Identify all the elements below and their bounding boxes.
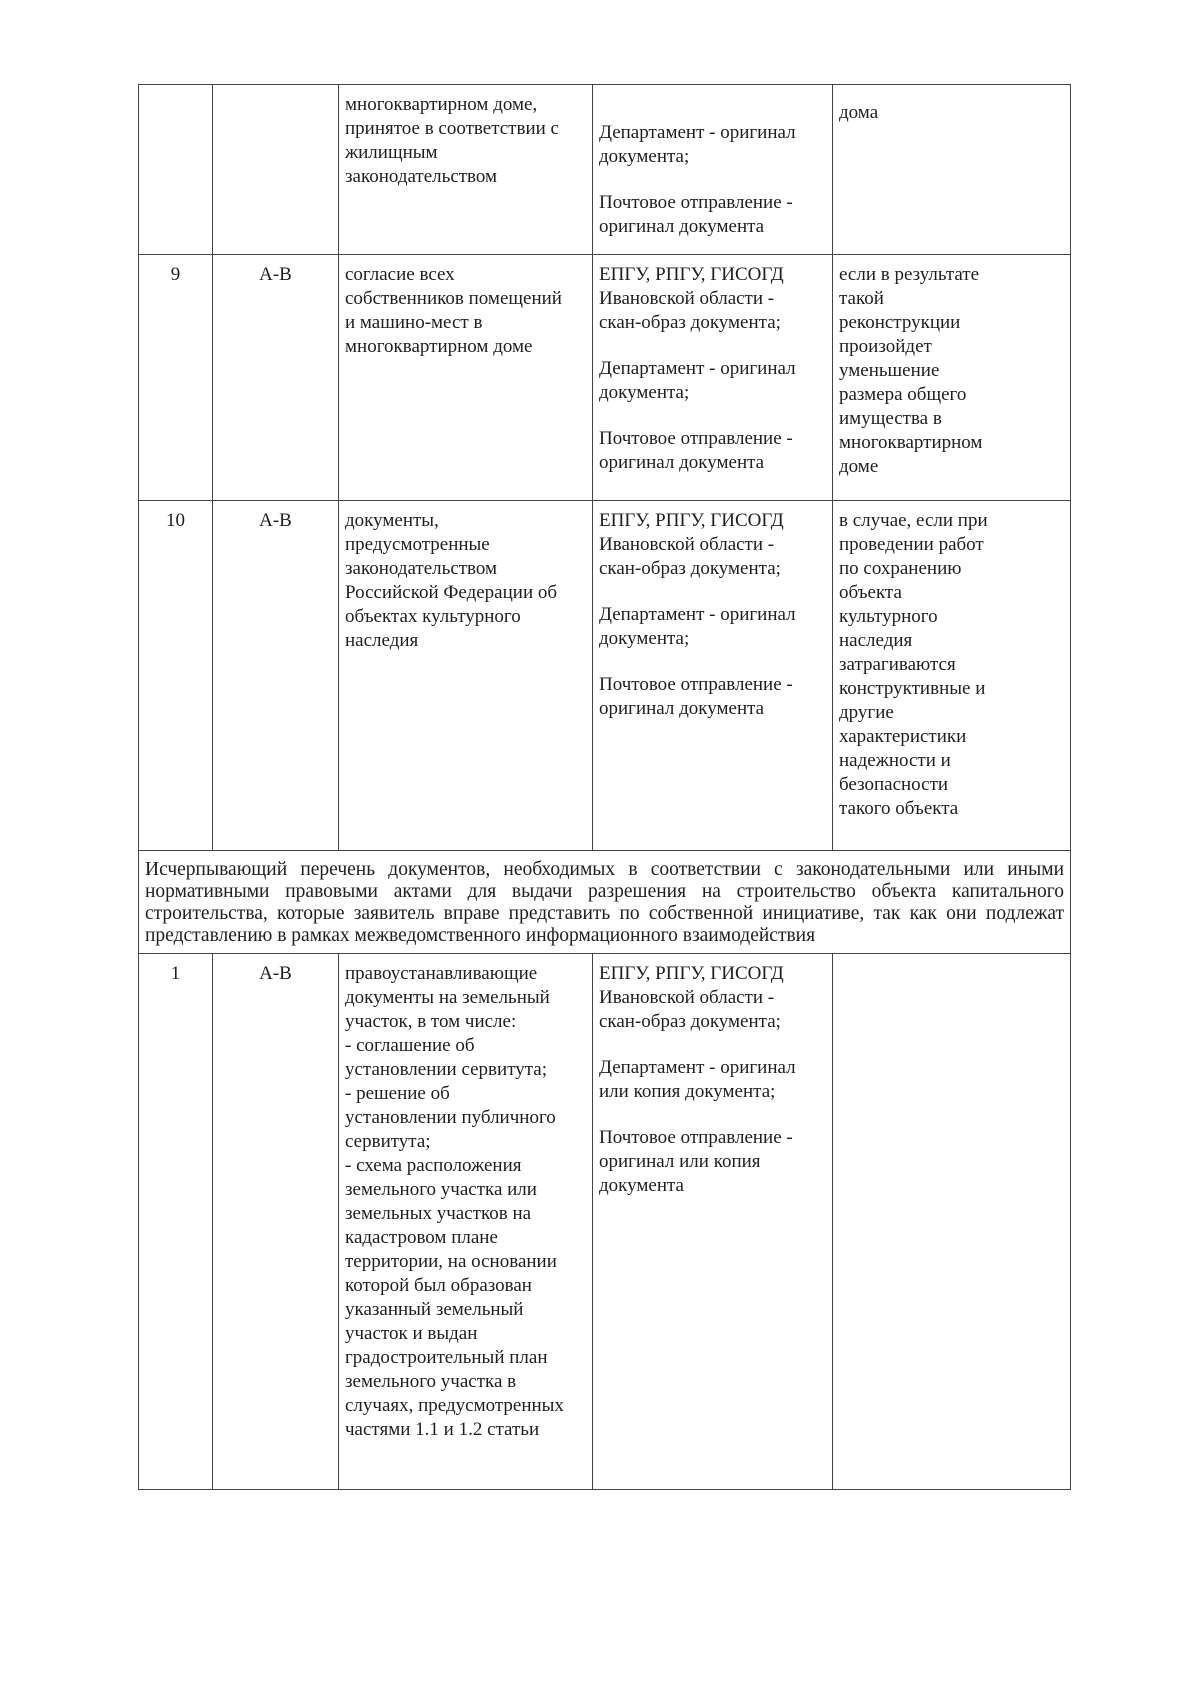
applicant-code xyxy=(213,85,339,255)
section-heading-row xyxy=(139,851,1071,954)
method-block: ЕПГУ, РПГУ, ГИСОГД Ивановской области - скан-образ документа; xyxy=(599,264,784,333)
method-block: Почтовое отправление - оригинал документа xyxy=(599,674,793,719)
document-name: правоустанавливающие документы на земельный участок, в том числе: - соглашение об установлении сервитута; - решение об установлении публичного сервитута; - схема расположения земельного участка или земельных участков на кадастровом плане территории, на основании которой был образован указанный земельный участок и выдан градостроительный план земельного участка в случаях, предусмотренных частями 1.1 и 1.2 статьи xyxy=(339,954,593,1490)
document-name: многоквартирном доме, принятое в соответствии с жилищным законодательством xyxy=(339,85,593,255)
row-number: 10 xyxy=(139,501,213,851)
applicant-code: А-В xyxy=(213,954,339,1490)
document-name: согласие всех собственников помещений и машино-мест в многоквартирном доме xyxy=(339,255,593,501)
method-block: Почтовое отправление - оригинал или копия документа xyxy=(599,1127,793,1196)
row-number: 9 xyxy=(139,255,213,501)
submission-methods xyxy=(593,255,833,501)
method-block: Почтовое отправление - оригинал документа xyxy=(599,192,793,237)
method-block: ЕПГУ, РПГУ, ГИСОГД Ивановской области - скан-образ документа; xyxy=(599,510,784,579)
row-number xyxy=(139,85,213,255)
table-row xyxy=(139,255,1071,501)
table-row xyxy=(139,501,1071,851)
condition-note xyxy=(833,954,1071,1490)
condition-note: дома xyxy=(833,85,1071,255)
documents-table xyxy=(138,84,1071,1490)
table-row xyxy=(139,85,1071,255)
table-row xyxy=(139,954,1071,1490)
method-block: Департамент - оригинал документа; xyxy=(599,604,796,649)
submission-methods xyxy=(593,85,833,255)
document-name: документы, предусмотренные законодательством Российской Федерации об объектах культурного наследия xyxy=(339,501,593,851)
condition-note: в случае, если при проведении работ по сохранению объекта культурного наследия затрагиваются конструктивные и другие характеристики надежности и безопасности такого объекта xyxy=(833,501,1071,851)
submission-methods xyxy=(593,954,833,1490)
submission-methods xyxy=(593,501,833,851)
section-heading: Исчерпывающий перечень документов, необходимых в соответствии с законодательными или иными нормативными правовыми актами для выдачи разрешения на строительство объекта капитального строительства, которые заявитель вправе представить по собственной инициативе, так как они подлежат представлению в рамках межведомственного информационного взаимодействия xyxy=(139,851,1071,954)
method-block: Департамент - оригинал или копия документа; xyxy=(599,1057,796,1102)
method-block: Департамент - оригинал документа; xyxy=(599,358,796,403)
condition-note: если в результате такой реконструкции произойдет уменьшение размера общего имущества в многоквартирном доме xyxy=(833,255,1071,501)
applicant-code: А-В xyxy=(213,501,339,851)
method-block: Департамент - оригинал документа; xyxy=(599,122,796,167)
method-block: ЕПГУ, РПГУ, ГИСОГД Ивановской области - скан-образ документа; xyxy=(599,963,784,1032)
method-block: Почтовое отправление - оригинал документа xyxy=(599,428,793,473)
applicant-code: А-В xyxy=(213,255,339,501)
row-number: 1 xyxy=(139,954,213,1490)
